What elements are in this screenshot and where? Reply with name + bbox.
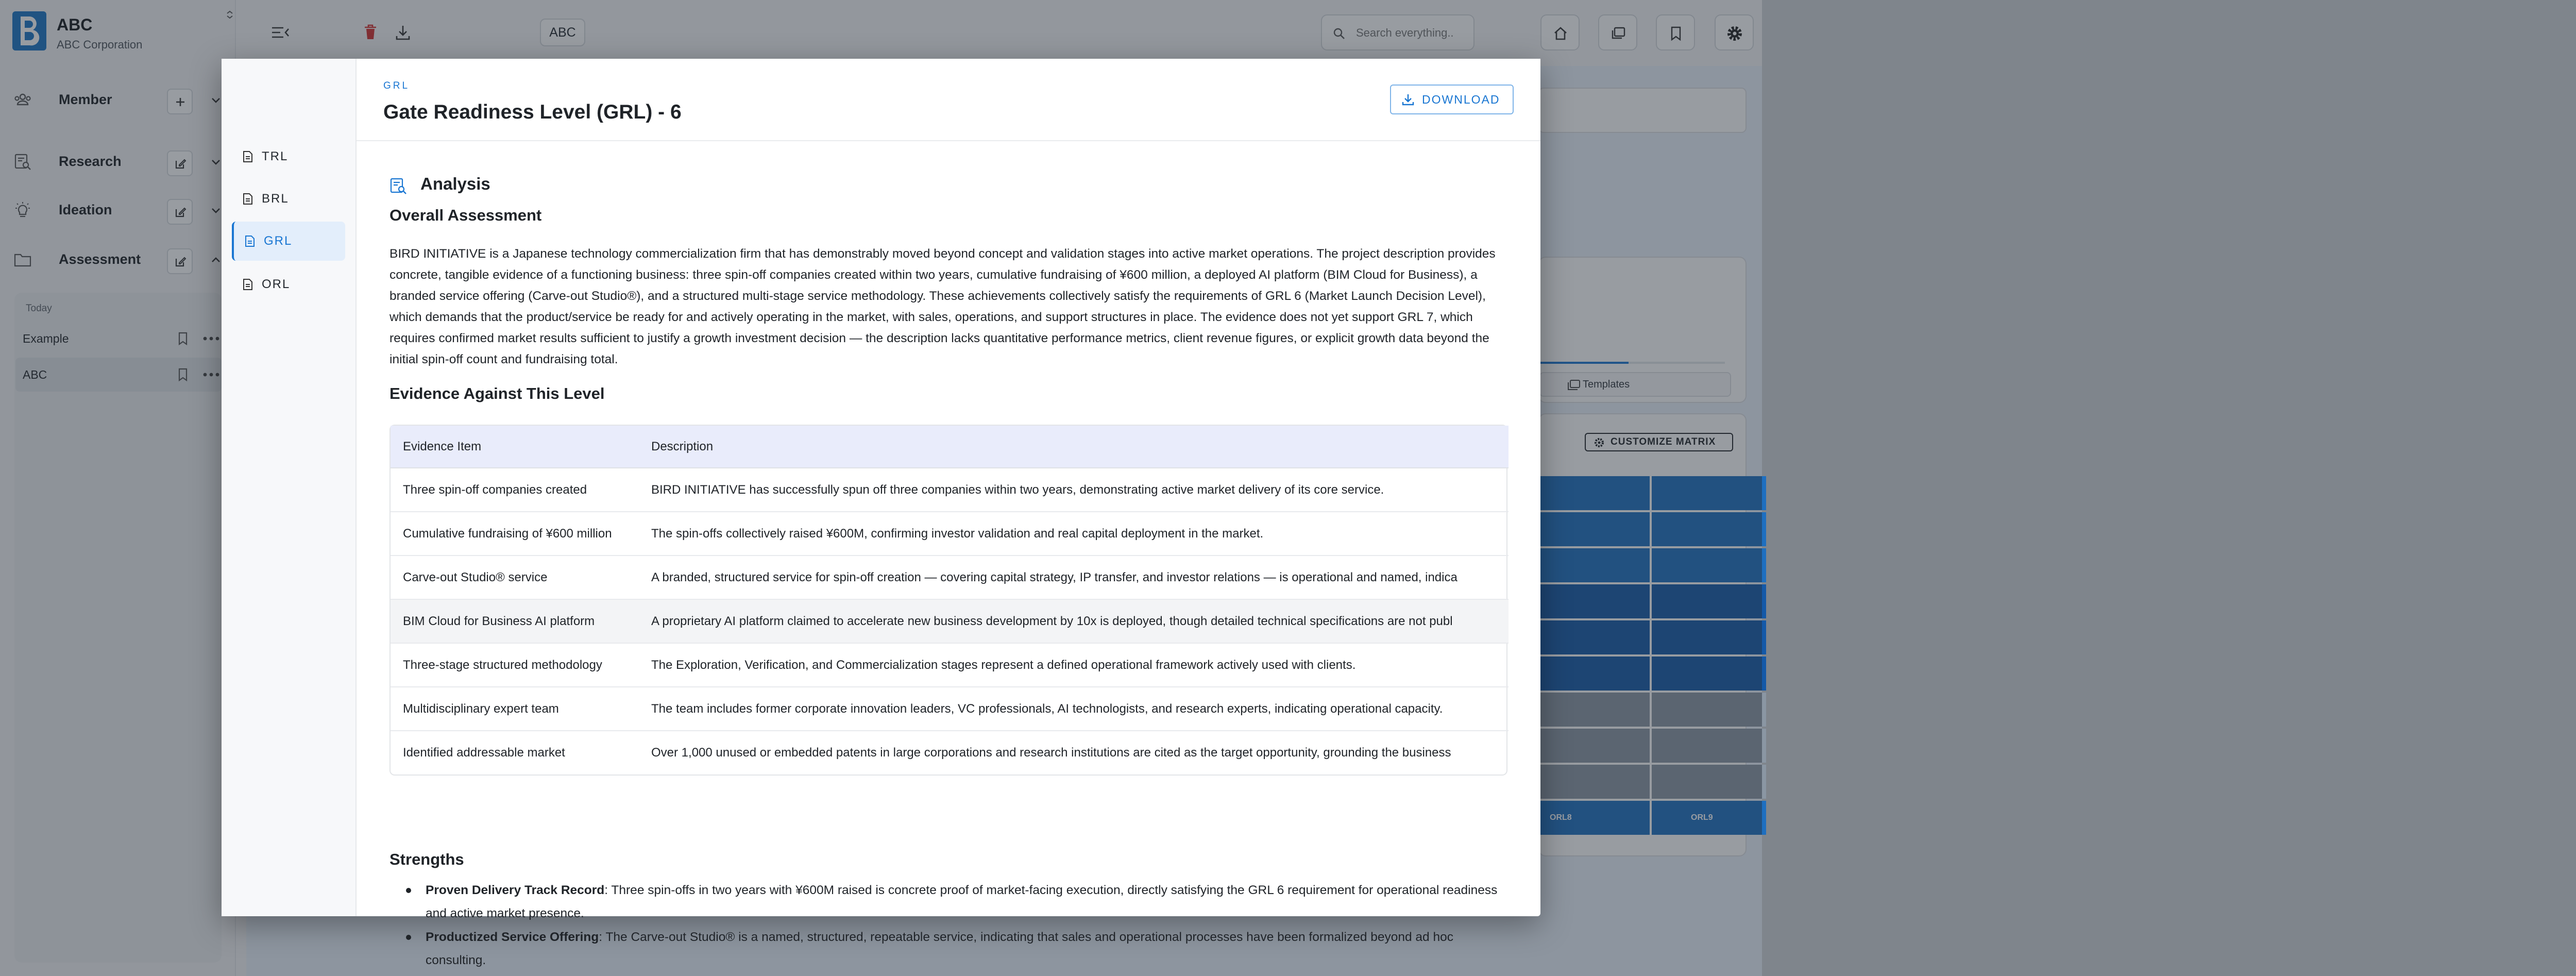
evidence-table-body	[391, 468, 1509, 775]
evidence-table	[389, 425, 1507, 776]
evidence-item-cell: Cumulative fundraising of ¥600 million	[391, 512, 639, 556]
sidebar-item-label: Assessment	[59, 251, 141, 267]
bullet-dot	[406, 935, 411, 940]
section-title: Analysis	[420, 174, 490, 193]
table-row	[391, 512, 1509, 556]
evidence-item-cell: Carve-out Studio® service	[391, 556, 639, 599]
strength-item	[403, 879, 1511, 925]
dialog-nav-label: GRL	[264, 234, 293, 248]
bullet-dot	[406, 888, 411, 893]
sidebar-item-label: Ideation	[59, 202, 112, 217]
download-button[interactable]	[1390, 85, 1514, 114]
dialog-nav-label: TRL	[262, 149, 289, 163]
strength-item	[403, 925, 1511, 972]
download-label: DOWNLOAD	[1422, 93, 1500, 106]
strengths-heading: Strengths	[389, 850, 464, 868]
evidence-description-cell: The spin-offs collectively raised ¥600M, confirming investor validation and real capital deployment in the market.	[639, 512, 1509, 556]
document-icon	[242, 193, 253, 205]
customize-label: CUSTOMIZE MATRIX	[1611, 436, 1716, 447]
download-icon	[1401, 93, 1415, 106]
overall-assessment-text: BIRD INITIATIVE is a Japanese technology commercialization firm that has demonstrably moved beyond concept and validation stages into active market operations. The project description provides concrete, tangible evidence of a functioning business: three spin-off companies created within two years, cumulative fundraising of ¥600 million, a deployed AI platform (BIM Cloud for Business), a branded service offering (Carve-out Studio®), and a structured multi-stage service methodology. These achievements collectively satisfy the requirements of GRL 6 (Market Launch Decision Level), which demands that the product/service be ready for and actively operating in the market, with sales, operations, and support structures in place. The evidence does not yet support GRL 7, which requires confirmed market results sufficient to justify a growth investment decision — the description lacks quantitative performance metrics, client revenue figures, or explicit growth data beyond the initial spin-off count and fundraising total.	[389, 247, 1496, 366]
history-item-label: ABC	[23, 368, 47, 381]
matrix-cell-label: ORL9	[1691, 813, 1713, 822]
history-item-label: Example	[23, 332, 69, 345]
table-row	[391, 731, 1509, 775]
table-header-row	[391, 426, 1509, 468]
table-row	[391, 556, 1509, 599]
document-icon	[244, 235, 256, 247]
column-header-description: Description	[639, 426, 1509, 468]
dialog-nav-brl[interactable]	[232, 179, 345, 218]
evidence-description-cell: Over 1,000 unused or embedded patents in large corporations and research institutions are cited as the target opportunity, grounding the business	[651, 746, 1451, 760]
evidence-item-cell: BIM Cloud for Business AI platform	[391, 599, 639, 643]
table-row	[391, 468, 1509, 512]
history-heading: Today	[26, 303, 52, 314]
matrix-cell-label: ORL8	[1550, 813, 1572, 822]
evidence-description-cell: The Exploration, Verification, and Commercialization stages represent a defined operational framework actively used with clients.	[639, 643, 1509, 687]
analysis-icon	[389, 177, 407, 195]
sidebar-item-label: Member	[59, 92, 112, 107]
level-kicker: GRL	[383, 80, 410, 91]
strength-title: Productized Service Offering	[426, 930, 599, 944]
dialog-nav-label: ORL	[262, 277, 291, 291]
dialog-header	[357, 59, 1540, 141]
evidence-item-cell: Three spin-off companies created	[391, 468, 639, 512]
dialog-level-nav	[222, 59, 357, 916]
evidence-description-cell: A branded, structured service for spin-off creation — covering capital strategy, IP transfer, and investor relations — is operational and named, indica	[639, 556, 1509, 599]
document-icon	[242, 278, 253, 291]
evidence-item-cell: Three-stage structured methodology	[391, 643, 639, 687]
brand-subtitle: ABC Corporation	[57, 38, 143, 51]
table-row	[391, 599, 1509, 643]
dialog-nav-grl[interactable]	[232, 222, 345, 261]
evidence-item-cell: Identified addressable market	[403, 746, 565, 760]
dialog-nav-trl[interactable]	[232, 137, 345, 176]
dialog-title: Gate Readiness Level (GRL) - 6	[383, 101, 682, 123]
strength-text: : The Carve-out Studio® is a named, structured, repeatable service, indicating that sales and operational processes have been formalized beyond ad hoc consulting.	[426, 930, 1453, 967]
evidence-item-cell: Multidisciplinary expert team	[391, 687, 639, 731]
project-chip[interactable]: ABC	[540, 19, 585, 46]
dialog-nav-orl[interactable]	[232, 265, 345, 304]
evidence-description-cell: The team includes former corporate innovation leaders, VC professionals, AI technologists, and research experts, indicating operational capacity.	[639, 687, 1509, 731]
evidence-description-cell: BIRD INITIATIVE has successfully spun off three companies within two years, demonstrating active market delivery of its core service.	[639, 468, 1509, 512]
document-icon	[242, 150, 253, 163]
table-row	[391, 643, 1509, 687]
evidence-heading: Evidence Against This Level	[389, 384, 605, 402]
brand-title: ABC	[57, 15, 93, 34]
table-row	[391, 687, 1509, 731]
evidence-description-cell: A proprietary AI platform claimed to accelerate new business development by 10x is deployed, though detailed technical specifications are not publ	[639, 599, 1509, 643]
dialog-body	[357, 142, 1540, 967]
strength-text: : Three spin-offs in two years with ¥600M raised is concrete proof of market-facing execution, directly satisfying the GRL 6 requirement for operational readiness and active market presence.	[426, 883, 1498, 920]
column-header-evidence-item: Evidence Item	[391, 426, 639, 468]
readiness-level-dialog	[222, 59, 1540, 967]
templates-label: Templates	[1583, 379, 1630, 390]
dialog-nav-label: BRL	[262, 192, 289, 206]
strength-title: Proven Delivery Track Record	[426, 883, 605, 897]
strengths-list	[403, 879, 1511, 972]
overall-assessment-heading: Overall Assessment	[389, 206, 542, 224]
sidebar-item-label: Research	[59, 154, 122, 169]
